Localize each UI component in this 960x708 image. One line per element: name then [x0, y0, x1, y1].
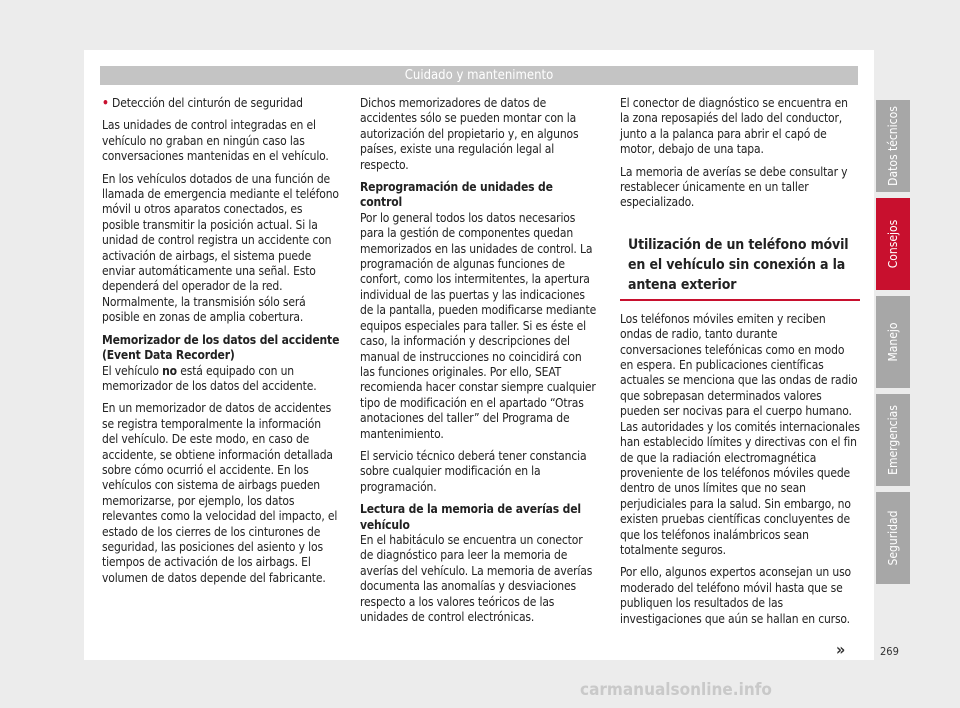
paragraph: Por lo general todos los datos necesarios para la gestión de componentes quedan memorizados en las unidades de control. La programación de algunas funciones de confort, como los intermitentes, la apertura individual de las puertas y las indicaciones de la pantalla, pueden modificarse mediante equipos especiales para taller. Si es éste el caso, la información y descripciones del manual de instrucciones no coincidirá con las funciones originales. Por ello, SEAT recomienda hacer constar siempre cualquier tipo de modificación en el apartado “Otras anotaciones del taller” del Programa de mantenimiento. — [360, 210, 597, 441]
subheading: Reprogramación de unidades de control — [360, 180, 553, 210]
subheading: Lectura de la memoria de averías del vehículo — [360, 502, 581, 532]
column-2 — [360, 96, 598, 632]
paragraph: En un memorizador de datos de accidentes se registra temporalmente la información del vehículo. De este modo, en caso de accidente, se obtiene información detallada sobre cómo ocurrió el accidente. En los vehículos con sistema de airbags pueden memorizarse, por ejemplo, los datos relevantes como la velocidad del impacto, el estado de los cierres de los cinturones de seguridad, las posiciones del asiento y los tiempos de activación de los airbags. El volumen de datos depende del fabricante. — [102, 401, 338, 585]
bullet-item: • Detección del cinturón de seguridad — [102, 96, 303, 110]
paragraph: Por ello, algunos expertos aconsejan un uso moderado del teléfono móvil hasta que se publiquen los resultados de las investigaciones que aún se hallan en curso. — [620, 565, 852, 626]
tab-datos-tecnicos[interactable]: Datos técnicos — [876, 100, 910, 192]
paragraph: En los vehículos dotados de una función de llamada de emergencia mediante el teléfono móvil u otros aparatos conectados, es posible transmitir la posición actual. Si la unidad de control registra un accidente con activación de airbags, el sistema puede enviar automáticamente una señal. Esto dependerá del operador de la red. Normalmente, la transmisión sólo será posible en zonas de amplia cobertura. — [102, 171, 339, 325]
tab-consejos[interactable]: Consejos — [876, 198, 910, 290]
tab-emergencias[interactable]: Emergencias — [876, 394, 910, 486]
watermark: carmanualsonline.info — [580, 680, 772, 700]
subheading: Memorizador de los datos del accidente (Event Data Recorder) — [102, 332, 340, 363]
tab-manejo[interactable]: Manejo — [876, 296, 910, 388]
paragraph: Las unidades de control integradas en el vehículo no graban en ningún caso las conversaciones mantenidas en el vehículo. — [102, 118, 329, 164]
paragraph: Dichos memorizadores de datos de accidentes sólo se pueden montar con la autorización del propietario y, en algunos países, existe una regulación legal al respecto. — [360, 96, 579, 172]
paragraph: El vehículo no está equipado con un memorizador de los datos del accidente. — [102, 363, 317, 393]
column-1 — [102, 96, 340, 593]
paragraph: El conector de diagnóstico se encuentra en la zona reposapiés del lado del conductor, junto a la palanca para abrir el capó de motor, debajo de una tapa. — [620, 96, 848, 157]
paragraph: La memoria de averías se debe consultar y restablecer únicamente en un taller especializado. — [620, 164, 848, 210]
page-number: 269 — [880, 645, 899, 658]
paragraph: En el habitáculo se encuentra un conector de diagnóstico para leer la memoria de averías del vehículo. La memoria de averías documenta las anomalías y desviaciones respecto a los valores teóricos de las unidades de control electrónicas. — [360, 532, 593, 624]
section-heading: Utilización de un teléfono móvil en el vehículo sin conexión a la antena exterior — [620, 235, 860, 301]
section-header: Cuidado y mantenimento — [100, 66, 858, 85]
column-3 — [620, 96, 860, 634]
continue-arrow-icon: » — [836, 640, 846, 659]
paragraph: El servicio técnico deberá tener constancia sobre cualquier modificación en la programación. — [360, 448, 587, 494]
tab-seguridad[interactable]: Seguridad — [876, 492, 910, 584]
paragraph: Los teléfonos móviles emiten y reciben ondas de radio, tanto durante conversaciones telefónicas como en modo en espera. En publicaciones científicas actuales se menciona que las ondas de radio que sobrepasan determinados valores pueden ser nocivas para el cuerpo humano. Las autoridades y los comités internacionales han establecido límites y directivas con el fin de que la radiación electromagnética proveniente de los teléfonos móviles quede dentro de unos límites que no sean perjudiciales para la salud. Sin embargo, no existen pruebas científicas concluyentes de que los teléfonos inalámbricos sean totalmente seguros. — [620, 311, 860, 557]
bullet-icon: • — [102, 96, 109, 110]
